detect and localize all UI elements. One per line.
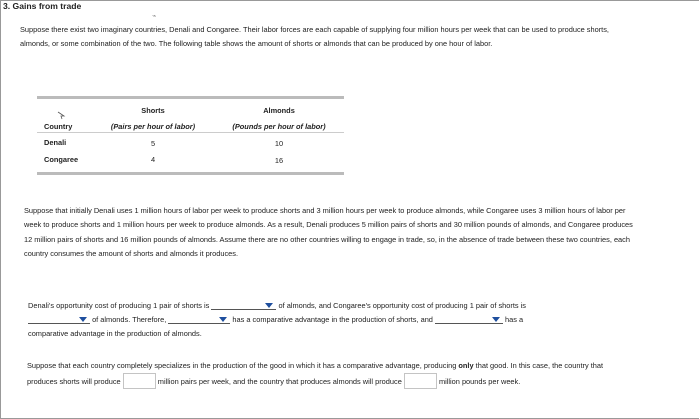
table-header-rule — [37, 132, 344, 133]
specialize-text-1: Suppose that each country completely specializes in the production of the good in which it has a comparative advantage, producing — [27, 361, 457, 370]
specialize-text-3: million pairs per week, and the country that produces almonds will produce — [157, 377, 402, 387]
opp-cost-text-5: has a — [505, 315, 524, 324]
specialize-bold-only: only — [458, 361, 474, 370]
opp-cost-text-4: has a comparative advantage in the production of shorts, and — [232, 315, 433, 324]
opp-cost-line-2 — [28, 314, 523, 324]
almonds-advantage-dropdown[interactable] — [435, 314, 503, 324]
almonds-production-input[interactable] — [404, 373, 437, 389]
specialize-text-2: that good. In this case, the country that produces shorts will produce — [27, 361, 604, 387]
header-country: Country — [44, 122, 73, 131]
opp-cost-text-3: of almonds. Therefore, — [92, 315, 167, 324]
specialize-paragraph — [27, 359, 627, 390]
dropdown-arrow-icon — [219, 317, 227, 322]
opp-cost-line-1 — [28, 300, 526, 310]
table-row-country: Congaree — [44, 155, 79, 164]
table-row-country: Denali — [44, 138, 67, 147]
shorts-advantage-dropdown[interactable] — [168, 314, 230, 324]
shorts-production-input[interactable] — [123, 373, 156, 389]
denali-opp-cost-dropdown[interactable] — [211, 300, 276, 310]
pointer-tick-icon — [57, 111, 66, 120]
specialize-text-4: million pounds per week. — [438, 377, 521, 387]
table-row-almonds: 10 — [274, 139, 284, 148]
intro-paragraph: Suppose there exist two imaginary countries, Denali and Congaree. Their labor forces are each capable of supplying four million hours per week that can be used to produce shorts, almonds, or some combination of the two. The following table shows the amount of shorts or almonds that can be produced by one hour of labor. — [20, 25, 609, 49]
table-row-almonds: 16 — [274, 156, 284, 165]
header-almonds-unit: (Pounds per hour of labor) — [232, 122, 326, 131]
table-bottom-rule — [37, 172, 344, 175]
header-almonds: Almonds — [263, 106, 295, 115]
question-title: 3. Gains from trade — [3, 1, 82, 11]
header-shorts-unit: (Pairs per hour of labor) — [110, 122, 196, 131]
header-shorts: Shorts — [141, 106, 165, 115]
opp-cost-text-6: comparative advantage in the production of almonds. — [28, 329, 202, 338]
opp-cost-text-2: of almonds, and Congaree's opportunity cost of producing 1 pair of shorts is — [278, 301, 526, 310]
table-row-shorts: 5 — [150, 139, 156, 148]
cursor-mark-icon: ⌁ — [152, 13, 157, 20]
table-top-rule — [37, 96, 344, 99]
scenario-paragraph: Suppose that initially Denali uses 1 million hours of labor per week to produce shorts and 3 million hours per week to produce almonds, while Congaree uses 3 million hours of labor per week to produce shorts and 1 million hours per week to produce almonds. As a result, Denali produces 5 million pairs of shorts and 30 million pounds of almonds, and Congaree produces 12 million pairs of shorts and 16 million pounds of almonds. Assume there are no other countries willing to engage in trade, so, in the absence of trade between these two countries, each country consumes the amount of shorts and almonds it produces. — [24, 206, 633, 258]
opp-cost-text-1: Denali's opportunity cost of producing 1 pair of shorts is — [28, 301, 210, 310]
table-row-shorts: 4 — [150, 155, 156, 164]
dropdown-arrow-icon — [79, 317, 87, 322]
dropdown-arrow-icon — [492, 317, 500, 322]
dropdown-arrow-icon — [265, 303, 273, 308]
congaree-opp-cost-dropdown[interactable] — [28, 314, 90, 324]
